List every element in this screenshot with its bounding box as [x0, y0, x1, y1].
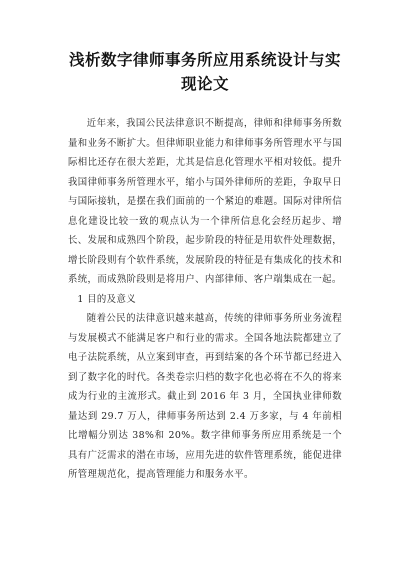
paragraph-intro: 近年来，我国公民法律意识不断提高，律师和律师事务所数量和业务不断扩大。但律师职业能力和律师事务所管理水平与国际相比还存在很大差距，尤其是信息化管理水平相对较低。提升我国律师事务所管理水平，缩小与国外律师所的差距，争取早日与国际接轨，是摆在我们面前的一个紧迫的难题。国际对律所信息化建设比较一致的观点认为一个律所信息化会经历起步、增长、发展和成熟四个阶段，起步阶段的特征是用软件处理数据，增长阶段则有个软件系统，发展阶段的特征是有集成化的技术和系统，而成熟阶段则是将用户、内部律师、客户端集成在一起。 — [68, 118, 342, 285]
document-title: 浅析数字律师事务所应用系统设计与实现论文 — [68, 51, 341, 93]
paragraph-purpose: 随着公民的法律意识越来越高，传统的律师事务所业务流程与发展模式不能满足客户和行业的需求。全国各地法院都建立了电子法院系统，从立案到审查，再到结案的各个环节都已经进入到了数字化的时代。各类卷宗归档的数字化也必将在不久的将来成为行业的主流形式。截止到 2016 年 3 月，全国执业律师数量达到 29.7 万人，律师事务所达到 2.4 万多家，与 4 年前相比增幅分别达 38%和 20%。数字律师事务所应用系统是一个具有广泛需求的潜在市场，应用先进的软件管理系统，能促进律所管理规范化，提高管理能力和服务水平。 — [68, 313, 342, 480]
section-heading: 1 目的及意义 — [77, 293, 137, 305]
